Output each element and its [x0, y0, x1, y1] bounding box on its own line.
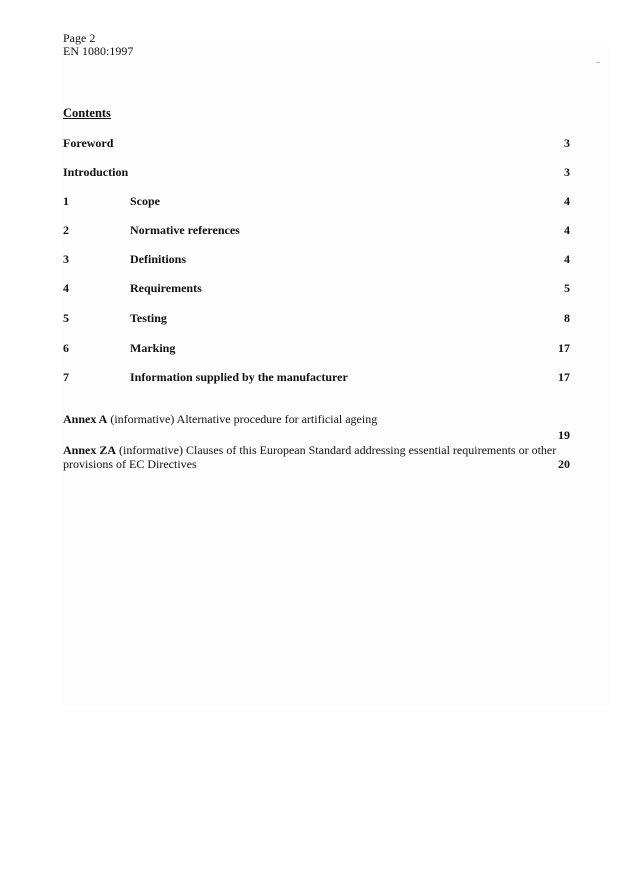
toc-entry-page: 8: [564, 311, 570, 325]
toc-entry-page: 5: [564, 281, 570, 295]
toc-entry-number: 3: [63, 252, 69, 266]
toc-entry-page: 4: [564, 223, 570, 237]
toc-entry-marking[interactable]: [63, 341, 570, 357]
toc-entry-number: 6: [63, 341, 69, 355]
toc-entry-scope[interactable]: [63, 194, 570, 210]
toc-entry-number: 7: [63, 370, 69, 384]
annex-page: 20: [558, 457, 570, 471]
toc-entry-annex-za[interactable]: [63, 443, 579, 473]
toc-entry-introduction[interactable]: [63, 165, 570, 181]
toc-entry-requirements[interactable]: [63, 281, 570, 297]
toc-entry-title: Scope: [130, 194, 160, 208]
toc-entry-page: 3: [564, 165, 570, 179]
standard-id: EN 1080:1997: [63, 44, 134, 58]
toc-entry-title: Testing: [130, 311, 167, 325]
page-number: Page 2: [63, 31, 96, 45]
toc-entry-number: 4: [63, 281, 69, 295]
toc-entry-definitions[interactable]: [63, 252, 570, 268]
toc-entry-title: Marking: [130, 341, 176, 355]
toc-entry-title: Introduction: [63, 165, 129, 179]
toc-entry-information[interactable]: [63, 370, 570, 386]
scan-speck: [596, 62, 600, 63]
toc-entry-normative-references[interactable]: [63, 223, 570, 239]
page-header: [63, 32, 133, 58]
toc-entry-number: 1: [63, 194, 69, 208]
annex-description: (informative) Clauses of this European Standard addressing essential requirements or other: [119, 443, 557, 457]
toc-entry-title: Information supplied by the manufacturer: [130, 370, 348, 384]
annex-label: Annex A: [63, 412, 108, 426]
annex-description-continued: provisions of EC Directives: [63, 457, 197, 471]
toc-entry-title: Requirements: [130, 281, 202, 295]
toc-entry-title: Definitions: [130, 252, 187, 266]
toc-entry-page: 3: [564, 136, 570, 150]
toc-entry-page: 4: [564, 194, 570, 208]
contents-heading: Contents: [63, 106, 111, 120]
toc-entry-number: 5: [63, 311, 69, 325]
annex-label: Annex ZA: [63, 443, 117, 457]
toc-entry-page: 17: [558, 370, 570, 384]
annex-description: (informative) Alternative procedure for artificial ageing: [110, 412, 378, 426]
toc-entry-title: Normative references: [130, 223, 240, 237]
toc-entry-number: 2: [63, 223, 69, 237]
toc-entry-page: 17: [558, 341, 570, 355]
annex-page: 19: [558, 428, 570, 442]
toc-entry-testing[interactable]: [63, 311, 570, 327]
toc-entry-title: Foreword: [63, 136, 114, 150]
toc-entry-page: 4: [564, 252, 570, 266]
toc-entry-foreword[interactable]: [63, 136, 570, 152]
toc-entry-annex-a[interactable]: [63, 412, 579, 444]
